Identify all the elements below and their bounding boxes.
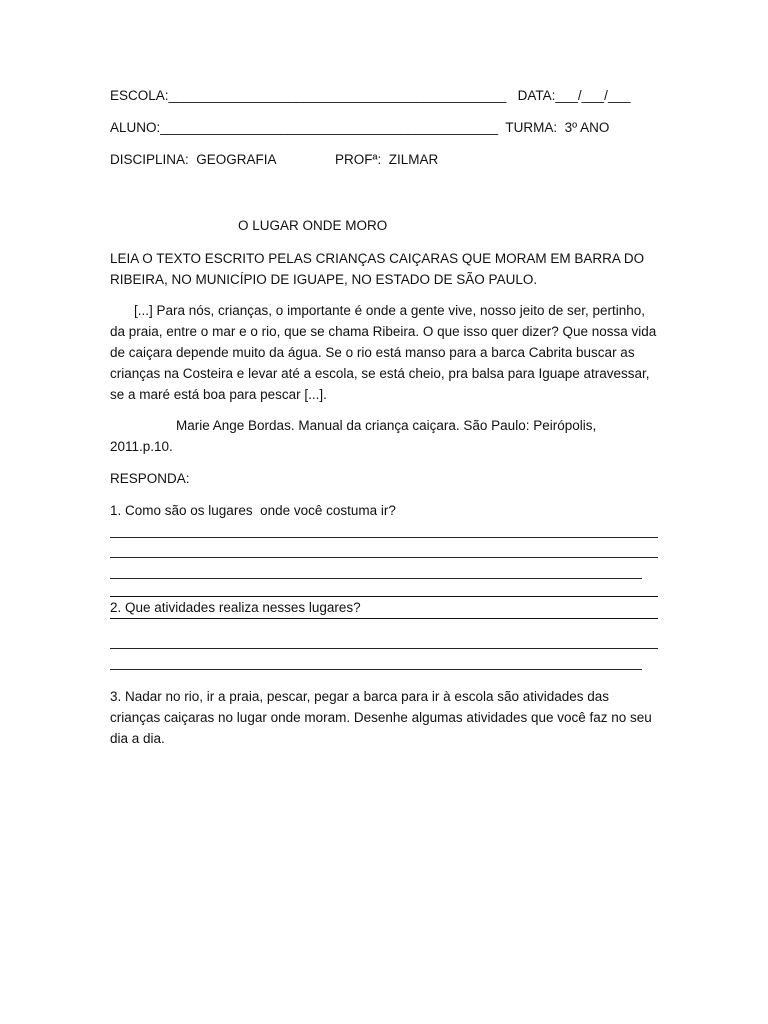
excerpt-text: [...] Para nós, crianças, o importante é onde a gente vive, nosso jeito de ser, pertinho, da praia, entre o mar e o rio, que se chama Ribeira. O que isso quer dizer? Que nossa vida de caiçara depende muito da água. Se o rio está manso para a barca Cabrita buscar as crianças na Costeira e levar até a escola, se está cheio, pra balsa para Iguape atravessar, se a maré está boa para pescar [...].: [110, 303, 657, 402]
question-1: 1. Como são os lugares onde você costuma ir?: [110, 503, 396, 518]
question-3: 3. Nadar no rio, ir a praia, pescar, pegar a barca para ir à escola são atividades das crianças caiçaras no lugar onde moram. Desenhe algumas atividades que você faz no seu dia a dia.: [110, 689, 652, 746]
disciplina-label: DISCIPLINA: GEOGRAFIA: [110, 152, 277, 167]
instruction-text: LEIA O TEXTO ESCRITO PELAS CRIANÇAS CAIÇARAS QUE MORAM EM BARRA DO RIBEIRA, NO MUNICÍPIO DE IGUAPE, NO ESTADO DE SÃO PAULO.: [110, 251, 645, 287]
prof-label: PROFª: ZILMAR: [335, 152, 439, 167]
answer-line: [110, 648, 658, 649]
citation-text: Marie Ange Bordas. Manual da criança caiçara. São Paulo: Peirópolis, 2011.p.10.: [110, 418, 597, 454]
aluno-turma-line: ALUNO:_____________________________________________ TURMA: 3º ANO: [110, 120, 610, 135]
answer-line: [110, 537, 658, 538]
escola-data-line: ESCOLA:_____________________________________________ DATA:___/___/___: [110, 88, 631, 103]
answer-line: [110, 596, 658, 597]
question-2: 2. Que atividades realiza nesses lugares?: [110, 600, 361, 615]
page-title: O LUGAR ONDE MORO: [238, 218, 388, 233]
responda-label: RESPONDA:: [110, 471, 190, 486]
answer-line: [110, 618, 658, 619]
answer-line: [110, 557, 658, 558]
answer-line: [110, 669, 642, 670]
answer-line: [110, 578, 642, 579]
